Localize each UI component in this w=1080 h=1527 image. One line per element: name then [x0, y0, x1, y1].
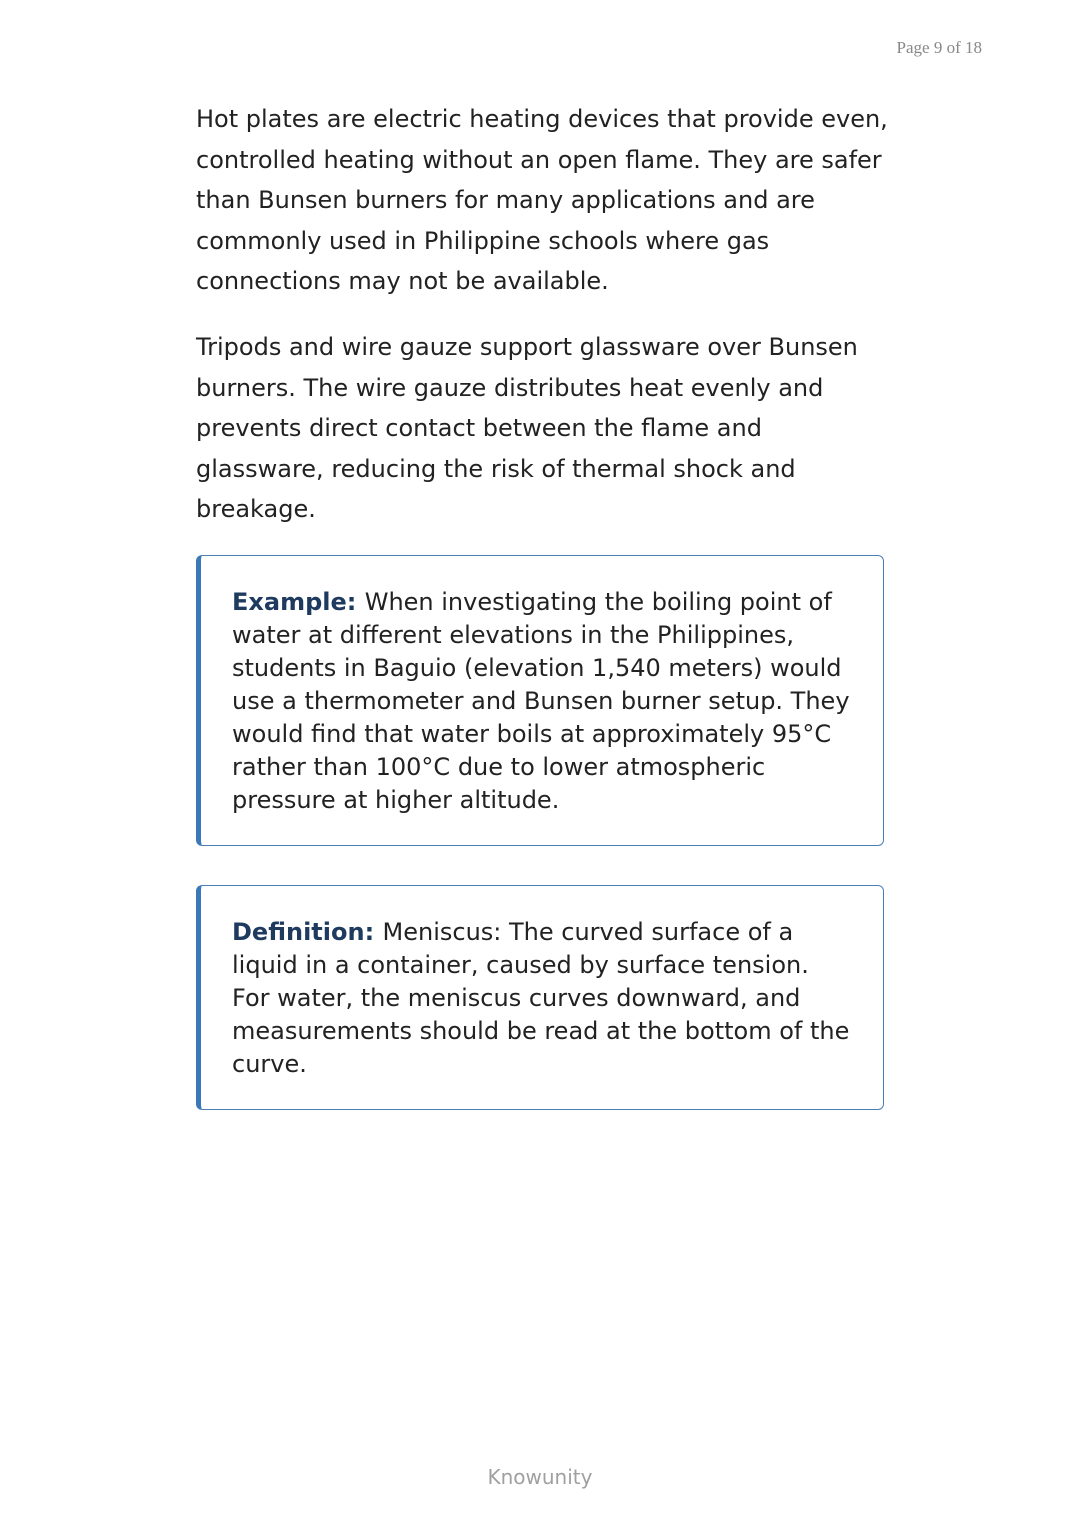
definition-callout	[196, 885, 884, 1110]
example-label: Example:	[232, 587, 365, 616]
definition-text: Meniscus: The curved surface of a liquid in a container, caused by surface tension. For water, the meniscus curves downward, and measurements should be read at the bottom of the curve.	[232, 917, 850, 1078]
page-indicator: Page 9 of 18	[896, 38, 982, 57]
example-text: When investigating the boiling point of water at different elevations in the Philippines, students in Baguio (elevation 1,540 meters) would use a thermometer and Bunsen burner setup. They would find that water boils at approximately 95°C rather than 100°C due to lower atmospheric pressure at higher altitude.	[232, 587, 850, 814]
page-content	[196, 99, 896, 1110]
footer-brand: Knowunity	[487, 1465, 593, 1489]
example-callout	[196, 555, 884, 846]
definition-label: Definition:	[232, 917, 383, 946]
paragraph-hot-plates: Hot plates are electric heating devices that provide even, controlled heating without an open flame. They are safer than Bunsen burners for many applications and are commonly used in Philippine schools where gas connections may not be available.	[196, 105, 888, 296]
paragraph-tripods: Tripods and wire gauze support glassware over Bunsen burners. The wire gauze distributes heat evenly and prevents direct contact between the flame and glassware, reducing the risk of thermal shock and breakage.	[196, 332, 858, 524]
